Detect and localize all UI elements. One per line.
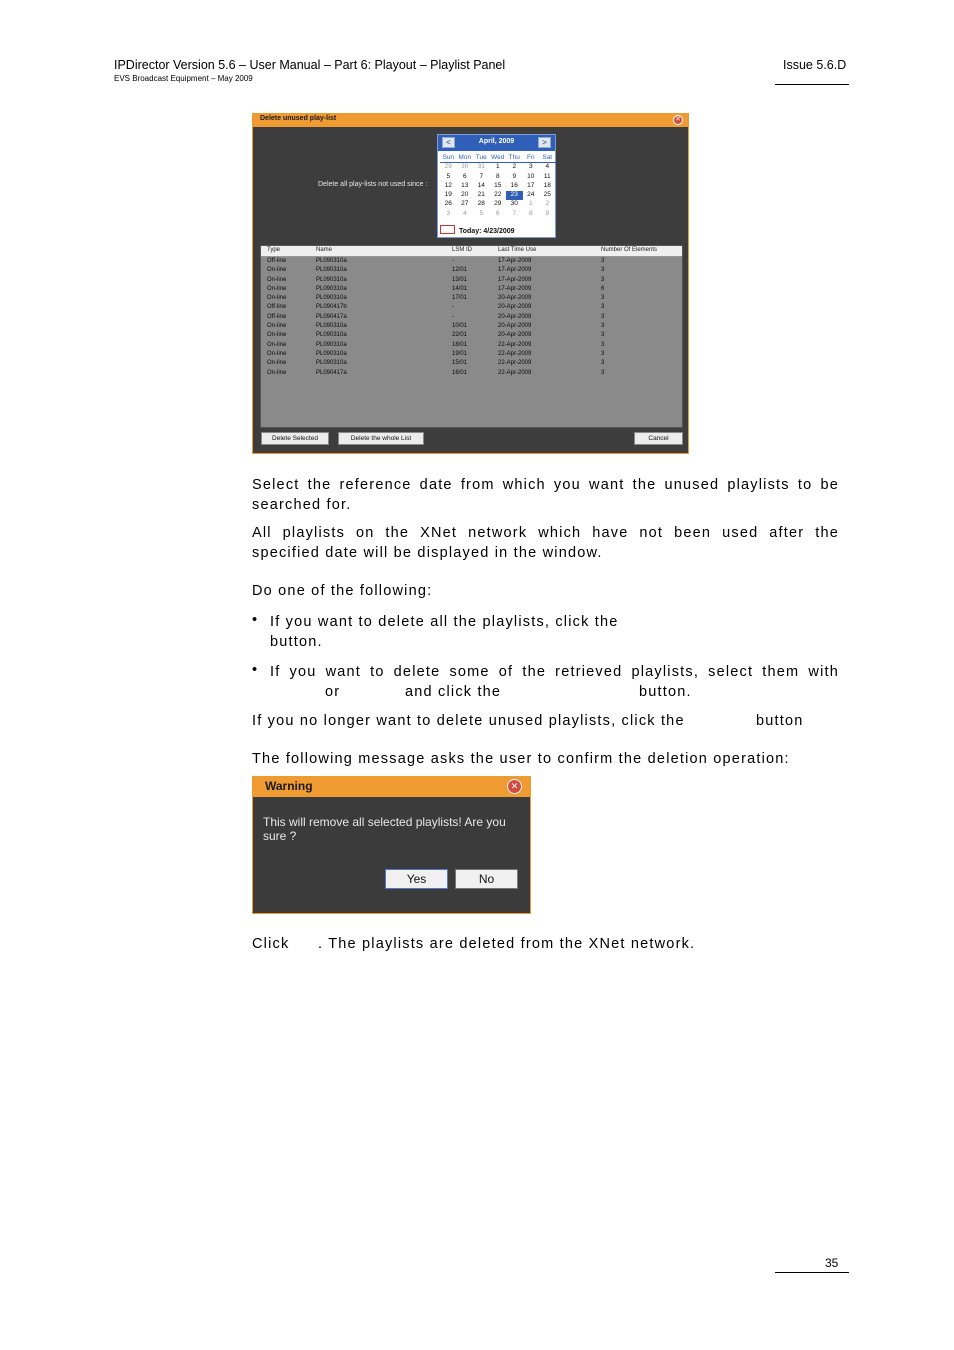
table-cell: PL090310a: [316, 341, 347, 348]
calendar-day[interactable]: 22: [494, 191, 502, 199]
calendar-dow: Mon: [457, 154, 474, 163]
table-cell: 19/01: [452, 350, 468, 357]
table-cell: 20-Apr-2009: [498, 323, 532, 330]
table-column-header[interactable]: LSM ID: [452, 247, 473, 253]
warning-message: This will remove all selected playlists! Are you sure ?: [263, 815, 506, 843]
table-cell: Off-line: [267, 258, 287, 264]
table-cell: PL090310a: [316, 258, 347, 264]
warning-title: Warning: [265, 779, 313, 793]
bullet2-button: button.: [639, 684, 692, 700]
table-cell: 18/01: [452, 341, 468, 348]
table-cell: 12/01: [452, 267, 468, 274]
table-row[interactable]: [261, 360, 682, 369]
table-column-header[interactable]: Name: [316, 247, 333, 253]
calendar-day[interactable]: 10: [527, 172, 535, 180]
calendar-day[interactable]: 12: [444, 181, 452, 189]
table-cell: 20-Apr-2009: [498, 332, 532, 339]
calendar-day[interactable]: 27: [461, 200, 469, 208]
calendar-day[interactable]: 20: [461, 191, 469, 199]
table-column-header[interactable]: Number Of Elements: [601, 247, 658, 253]
calendar-day[interactable]: 2: [545, 200, 550, 208]
table-cell: PL090310a: [316, 360, 347, 367]
header-title: IPDirector Version 5.6 – User Manual – Part 6: Playout – Playlist Panel: [114, 58, 506, 72]
calendar-day[interactable]: 19: [444, 191, 452, 199]
table-cell: 22-Apr-2009: [498, 350, 532, 357]
calendar-day[interactable]: 4: [545, 163, 550, 171]
paragraph-click: Click: [252, 936, 290, 952]
calendar-day[interactable]: 17: [527, 181, 535, 189]
table-cell: 3: [601, 313, 605, 320]
chevron-right-icon[interactable]: >: [538, 137, 551, 148]
paragraph-click-result: . The playlists are deleted from the XNet network.: [318, 936, 696, 952]
bullet1-line2: button.: [270, 634, 323, 650]
bullet2-line1: If you want to delete some of the retrieved playlists, select them with: [270, 664, 839, 680]
table-cell: 3: [601, 350, 605, 357]
paragraph-cancel-a: If you no longer want to delete unused playlists, click the: [252, 713, 685, 729]
table-cell: On-line: [267, 276, 287, 283]
table-cell: 3: [601, 276, 605, 283]
calendar-day[interactable]: 9: [545, 209, 550, 217]
today-label: Today: 4/23/2009: [459, 228, 515, 235]
paragraph-playlists-displayed: All playlists on the XNet network which have not been used after the specified date will be displayed in the window.: [252, 525, 839, 561]
table-cell: 3: [601, 332, 605, 339]
calendar-day[interactable]: 29: [494, 200, 502, 208]
bullet1-line1: If you want to delete all the playlists, click the: [270, 614, 619, 630]
calendar-day[interactable]: 6: [495, 209, 500, 217]
table-cell: 6: [601, 285, 605, 292]
calendar-day[interactable]: 6: [462, 172, 467, 180]
calendar-day[interactable]: 3: [528, 163, 533, 171]
bullet2-or: or: [325, 684, 341, 700]
dialog-title-bar: [253, 114, 688, 127]
calendar-day[interactable]: 26: [444, 200, 452, 208]
calendar-day[interactable]: 24: [527, 191, 535, 199]
calendar-day[interactable]: 15: [494, 181, 502, 189]
table-row[interactable]: [261, 286, 682, 295]
table-cell: 17/01: [452, 295, 468, 302]
table-cell: On-line: [267, 285, 287, 292]
chevron-left-icon[interactable]: <: [442, 137, 455, 148]
table-body: [261, 258, 682, 379]
table-cell: PL090310a: [316, 332, 347, 339]
page-number: 35: [825, 1256, 839, 1270]
paragraph-cancel-b: button: [756, 713, 804, 729]
calendar-day[interactable]: 23: [506, 191, 523, 200]
warning-title-bar: [253, 777, 530, 797]
header-rule: [775, 84, 849, 85]
table-cell: On-line: [267, 360, 287, 367]
table-cell: 20-Apr-2009: [498, 313, 532, 320]
table-row[interactable]: [261, 267, 682, 276]
calendar-day[interactable]: 30: [510, 200, 518, 208]
table-cell: 3: [601, 323, 605, 330]
calendar-day[interactable]: 8: [528, 209, 533, 217]
calendar-day[interactable]: 2: [512, 163, 517, 171]
table-cell: -: [452, 304, 454, 311]
table-row[interactable]: [261, 351, 682, 360]
table-cell: 17-Apr-2009: [498, 258, 532, 264]
table-cell: 10/01: [452, 323, 468, 330]
calendar-day[interactable]: 7: [479, 172, 484, 180]
calendar-day[interactable]: 1: [528, 200, 533, 208]
table-cell: 3: [601, 341, 605, 348]
calendar-day[interactable]: 5: [446, 172, 451, 180]
calendar-header: [438, 135, 555, 151]
bullet2-click: and click the: [405, 684, 502, 700]
calendar-day[interactable]: 16: [510, 181, 518, 189]
table-row[interactable]: [261, 370, 682, 379]
table-cell: PL090310a: [316, 350, 347, 357]
no-button[interactable]: No: [455, 869, 518, 889]
table-cell: 22-Apr-2009: [498, 360, 532, 367]
today-marker-icon: [440, 225, 455, 234]
calendar-today[interactable]: [440, 225, 515, 235]
table-cell: 17-Apr-2009: [498, 285, 532, 292]
warning-dialog: [252, 776, 531, 914]
table-cell: 15/01: [452, 360, 468, 367]
calendar: [437, 134, 556, 238]
close-icon[interactable]: ✕: [507, 779, 522, 794]
table-cell: PL090310a: [316, 267, 347, 274]
calendar-day[interactable]: 25: [543, 191, 551, 199]
table-cell: 20-Apr-2009: [498, 295, 532, 302]
table-header: [261, 246, 682, 257]
table-cell: 16/01: [452, 369, 468, 376]
header-subtitle: EVS Broadcast Equipment – May 2009: [114, 74, 253, 83]
table-cell: On-line: [267, 332, 287, 339]
table-cell: On-line: [267, 341, 287, 348]
table-cell: PL090310a: [316, 323, 347, 330]
table-row[interactable]: [261, 332, 682, 341]
table-row[interactable]: [261, 277, 682, 286]
table-column-header[interactable]: Last Time Use: [498, 247, 537, 253]
table-cell: PL090310a: [316, 276, 347, 283]
table-cell: On-line: [267, 267, 287, 274]
calendar-day[interactable]: 21: [477, 191, 485, 199]
table-row[interactable]: [261, 258, 682, 267]
table-cell: 3: [601, 360, 605, 367]
calendar-day[interactable]: 5: [479, 209, 484, 217]
calendar-day[interactable]: 4: [462, 209, 467, 217]
table-cell: 13/01: [452, 276, 468, 283]
table-cell: PL090417a: [316, 313, 347, 320]
table-cell: 22/01: [452, 332, 468, 339]
paragraph-do-one: Do one of the following:: [252, 583, 433, 599]
bullet-icon: •: [252, 662, 259, 678]
table-cell: 3: [601, 369, 605, 376]
paragraph-confirm: The following message asks the user to confirm the deletion operation:: [252, 751, 790, 767]
table-cell: 3: [601, 295, 605, 302]
table-row[interactable]: [261, 295, 682, 304]
delete-unused-playlist-dialog: [252, 113, 689, 454]
table-cell: Off-line: [267, 304, 287, 311]
calendar-month: April, 2009: [478, 138, 515, 145]
table-cell: PL090310a: [316, 285, 347, 292]
table-cell: 3: [601, 304, 605, 311]
table-row[interactable]: [261, 314, 682, 323]
close-icon[interactable]: ✕: [673, 115, 683, 125]
table-cell: On-line: [267, 350, 287, 357]
delete-selected-button[interactable]: Delete Selected: [261, 432, 329, 445]
calendar-dow: Wed: [490, 154, 507, 163]
calendar-day[interactable]: 13: [461, 181, 469, 189]
calendar-day[interactable]: 8: [495, 172, 500, 180]
table-cell: Off-line: [267, 313, 287, 320]
table-cell: -: [452, 313, 454, 320]
calendar-day[interactable]: 18: [543, 181, 551, 189]
calendar-day[interactable]: 28: [477, 200, 485, 208]
table-cell: 22-Apr-2009: [498, 369, 532, 376]
table-cell: On-line: [267, 369, 287, 376]
playlist-table: [260, 245, 683, 428]
table-cell: -: [452, 258, 454, 264]
calendar-day[interactable]: 7: [512, 209, 517, 217]
dialog-title: Delete unused play-list: [260, 115, 337, 122]
footer-rule: [775, 1272, 849, 1273]
calendar-day[interactable]: 11: [543, 172, 551, 180]
calendar-dow: Thu: [506, 154, 523, 163]
table-cell: 3: [601, 258, 605, 264]
table-cell: 17-Apr-2009: [498, 267, 532, 274]
table-cell: PL090417a: [316, 369, 347, 376]
calendar-day[interactable]: 14: [477, 181, 485, 189]
table-cell: 3: [601, 267, 605, 274]
bullet-icon: •: [252, 612, 259, 628]
table-cell: 17-Apr-2009: [498, 276, 532, 283]
calendar-day[interactable]: 1: [495, 163, 500, 171]
yes-button[interactable]: Yes: [385, 869, 448, 889]
table-cell: PL090310a: [316, 295, 347, 302]
table-cell: PL090417b: [316, 304, 347, 311]
table-row[interactable]: [261, 342, 682, 351]
header-issue: Issue 5.6.D: [783, 58, 847, 72]
table-row[interactable]: [261, 323, 682, 332]
delete-whole-list-button[interactable]: Delete the whole List: [338, 432, 424, 445]
table-cell: 20-Apr-2009: [498, 304, 532, 311]
table-cell: 22-Apr-2009: [498, 341, 532, 348]
calendar-day[interactable]: 3: [446, 209, 451, 217]
table-cell: 14/01: [452, 285, 468, 292]
calendar-day[interactable]: 30: [461, 163, 469, 171]
calendar-dow: Sun: [440, 154, 457, 163]
table-cell: On-line: [267, 323, 287, 330]
calendar-grid: [440, 154, 556, 219]
table-column-header[interactable]: Type: [267, 247, 281, 253]
calendar-day[interactable]: 31: [477, 163, 485, 171]
calendar-day[interactable]: 9: [512, 172, 517, 180]
paragraph-select-date: Select the reference date from which you want the unused playlists to be searched for.: [252, 477, 839, 513]
calendar-dow: Sat: [539, 154, 556, 163]
cancel-button[interactable]: Cancel: [634, 432, 683, 445]
calendar-day[interactable]: 29: [444, 163, 452, 171]
calendar-dow: Tue: [473, 154, 490, 163]
table-cell: On-line: [267, 295, 287, 302]
date-prompt: Delete all play-lists not used since :: [318, 181, 428, 188]
table-row[interactable]: [261, 304, 682, 313]
calendar-dow: Fri: [523, 154, 540, 163]
